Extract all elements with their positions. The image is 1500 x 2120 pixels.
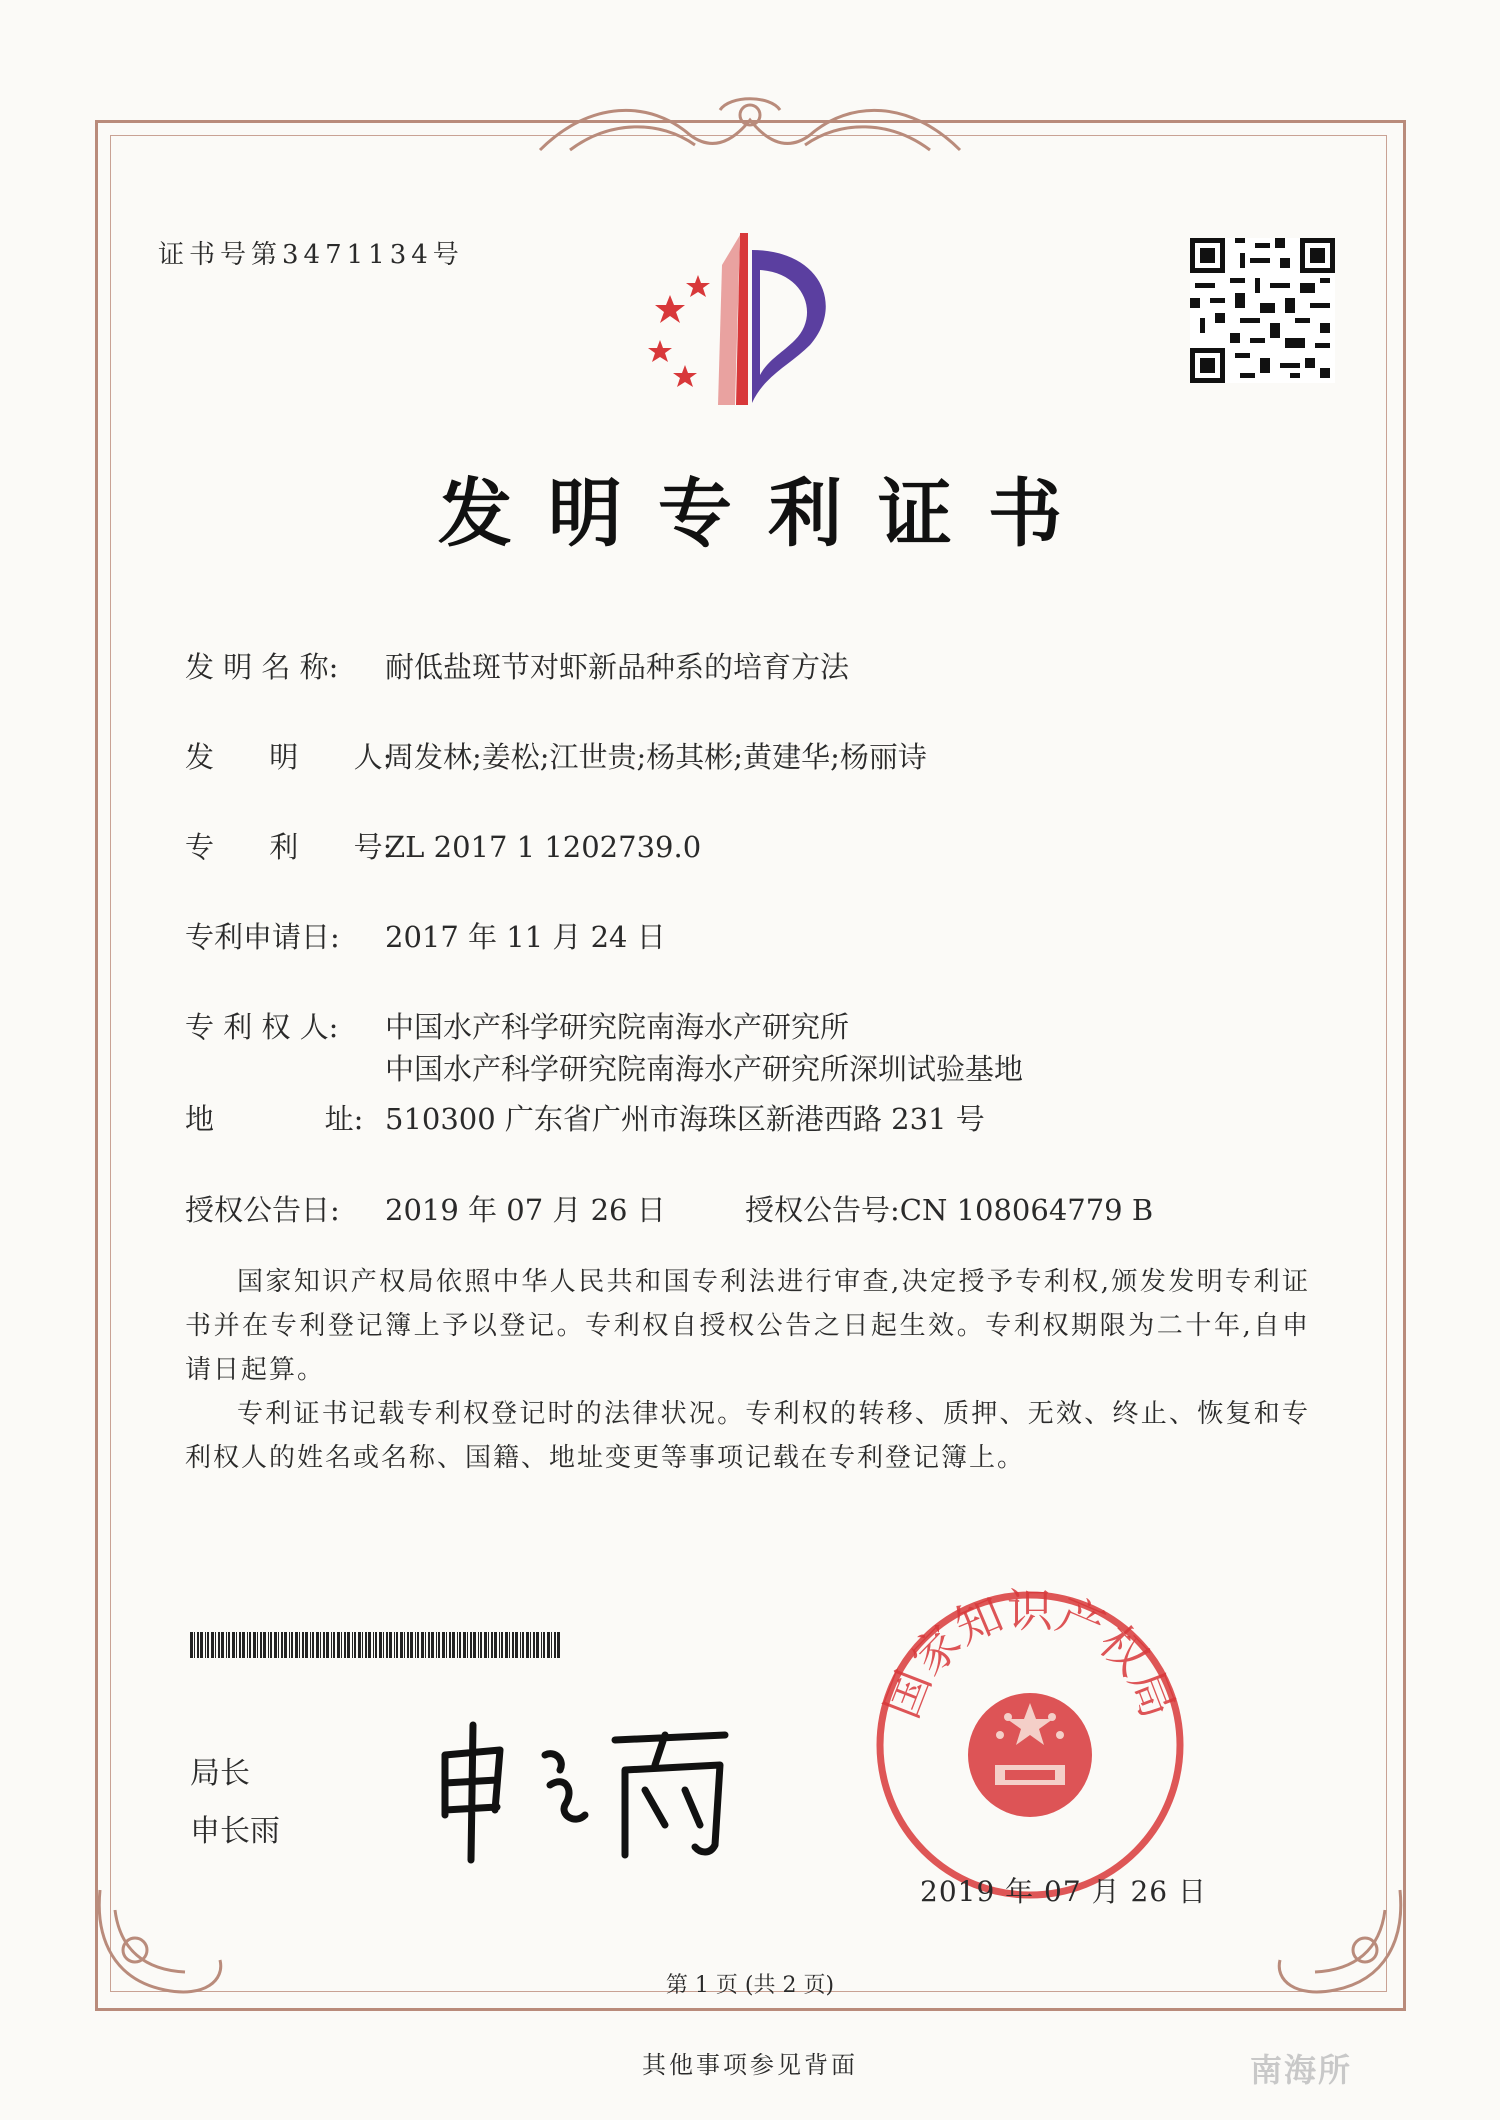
seal-text: 国家知识产权局 <box>874 1585 1186 1726</box>
watermark: 南海所 <box>1250 2051 1353 2089</box>
inventors: 周发林;姜松;江世贵;杨其彬;黄建华;杨丽诗 <box>385 740 927 774</box>
statement-paragraph-2: 专利证书记载专利权登记时的法律状况。专利权的转移、质押、无效、终止、恢复和专利权人的姓名或名称、国籍、地址变更等事项记载在专利登记簿上。 <box>185 1399 1310 1473</box>
qr-code <box>1190 238 1335 383</box>
inventors-row <box>185 735 927 776</box>
invention-name-row <box>185 645 849 686</box>
statement-paragraph-1: 国家知识产权局依照中华人民共和国专利法进行审查,决定授予专利权,颁发发明专利证书并在专利登记簿上予以登记。专利权自授权公告之日起生效。专利权期限为二十年,自申请日起算。 <box>185 1267 1310 1385</box>
certificate-number: 证书号第3471134号 <box>158 240 464 270</box>
patent-office-logo <box>630 225 860 410</box>
address-label: 地 址: <box>185 1102 364 1136</box>
patentee-1: 中国水产科学研究院南海水产研究所 <box>385 1010 850 1044</box>
national-emblem-icon <box>968 1693 1092 1817</box>
grant-number-row <box>745 1188 1153 1229</box>
address: 510300 广东省广州市海珠区新港西路 231 号 <box>385 1102 985 1136</box>
patent-number-label: 专 利 号: <box>185 830 393 864</box>
grant-date-row <box>185 1188 666 1229</box>
grant-date: 2019 年 07 月 26 日 <box>385 1193 666 1227</box>
director-signature <box>425 1715 755 1865</box>
invention-name: 耐低盐斑节对虾新品种系的培育方法 <box>385 650 850 684</box>
filing-date: 2017 年 11 月 24 日 <box>385 920 666 954</box>
inventors-label: 发 明 人: <box>185 740 393 774</box>
top-ornament <box>530 90 970 170</box>
grant-date-label: 授权公告日: <box>185 1193 340 1227</box>
patentee-row <box>185 1005 849 1046</box>
filing-date-row <box>185 915 666 956</box>
page-title: 发明专利证书 <box>438 471 1098 557</box>
director-title: 局长 <box>190 1756 250 1791</box>
grant-number-label: 授权公告号: <box>745 1193 900 1227</box>
filing-date-label: 专利申请日: <box>185 920 340 954</box>
director-name: 申长雨 <box>190 1814 280 1849</box>
official-seal <box>870 1585 1190 1905</box>
patent-number-row <box>185 825 701 866</box>
patent-number: ZL 2017 1 1202739.0 <box>385 830 702 864</box>
barcode <box>190 1632 565 1658</box>
patentee-2: 中国水产科学研究院南海水产研究所深圳试验基地 <box>385 1052 1024 1086</box>
patentee-label: 专 利 权 人: <box>185 1010 339 1044</box>
address-row <box>185 1097 985 1138</box>
seal-date: 2019 年 07 月 26 日 <box>920 1875 1208 1908</box>
page-number: 第 1 页 (共 2 页) <box>665 1973 835 1998</box>
star-icon <box>648 275 710 387</box>
invention-name-label: 发 明 名 称: <box>185 650 339 684</box>
grant-number: CN 108064779 B <box>899 1193 1154 1227</box>
back-note: 其他事项参见背面 <box>642 2051 858 2079</box>
